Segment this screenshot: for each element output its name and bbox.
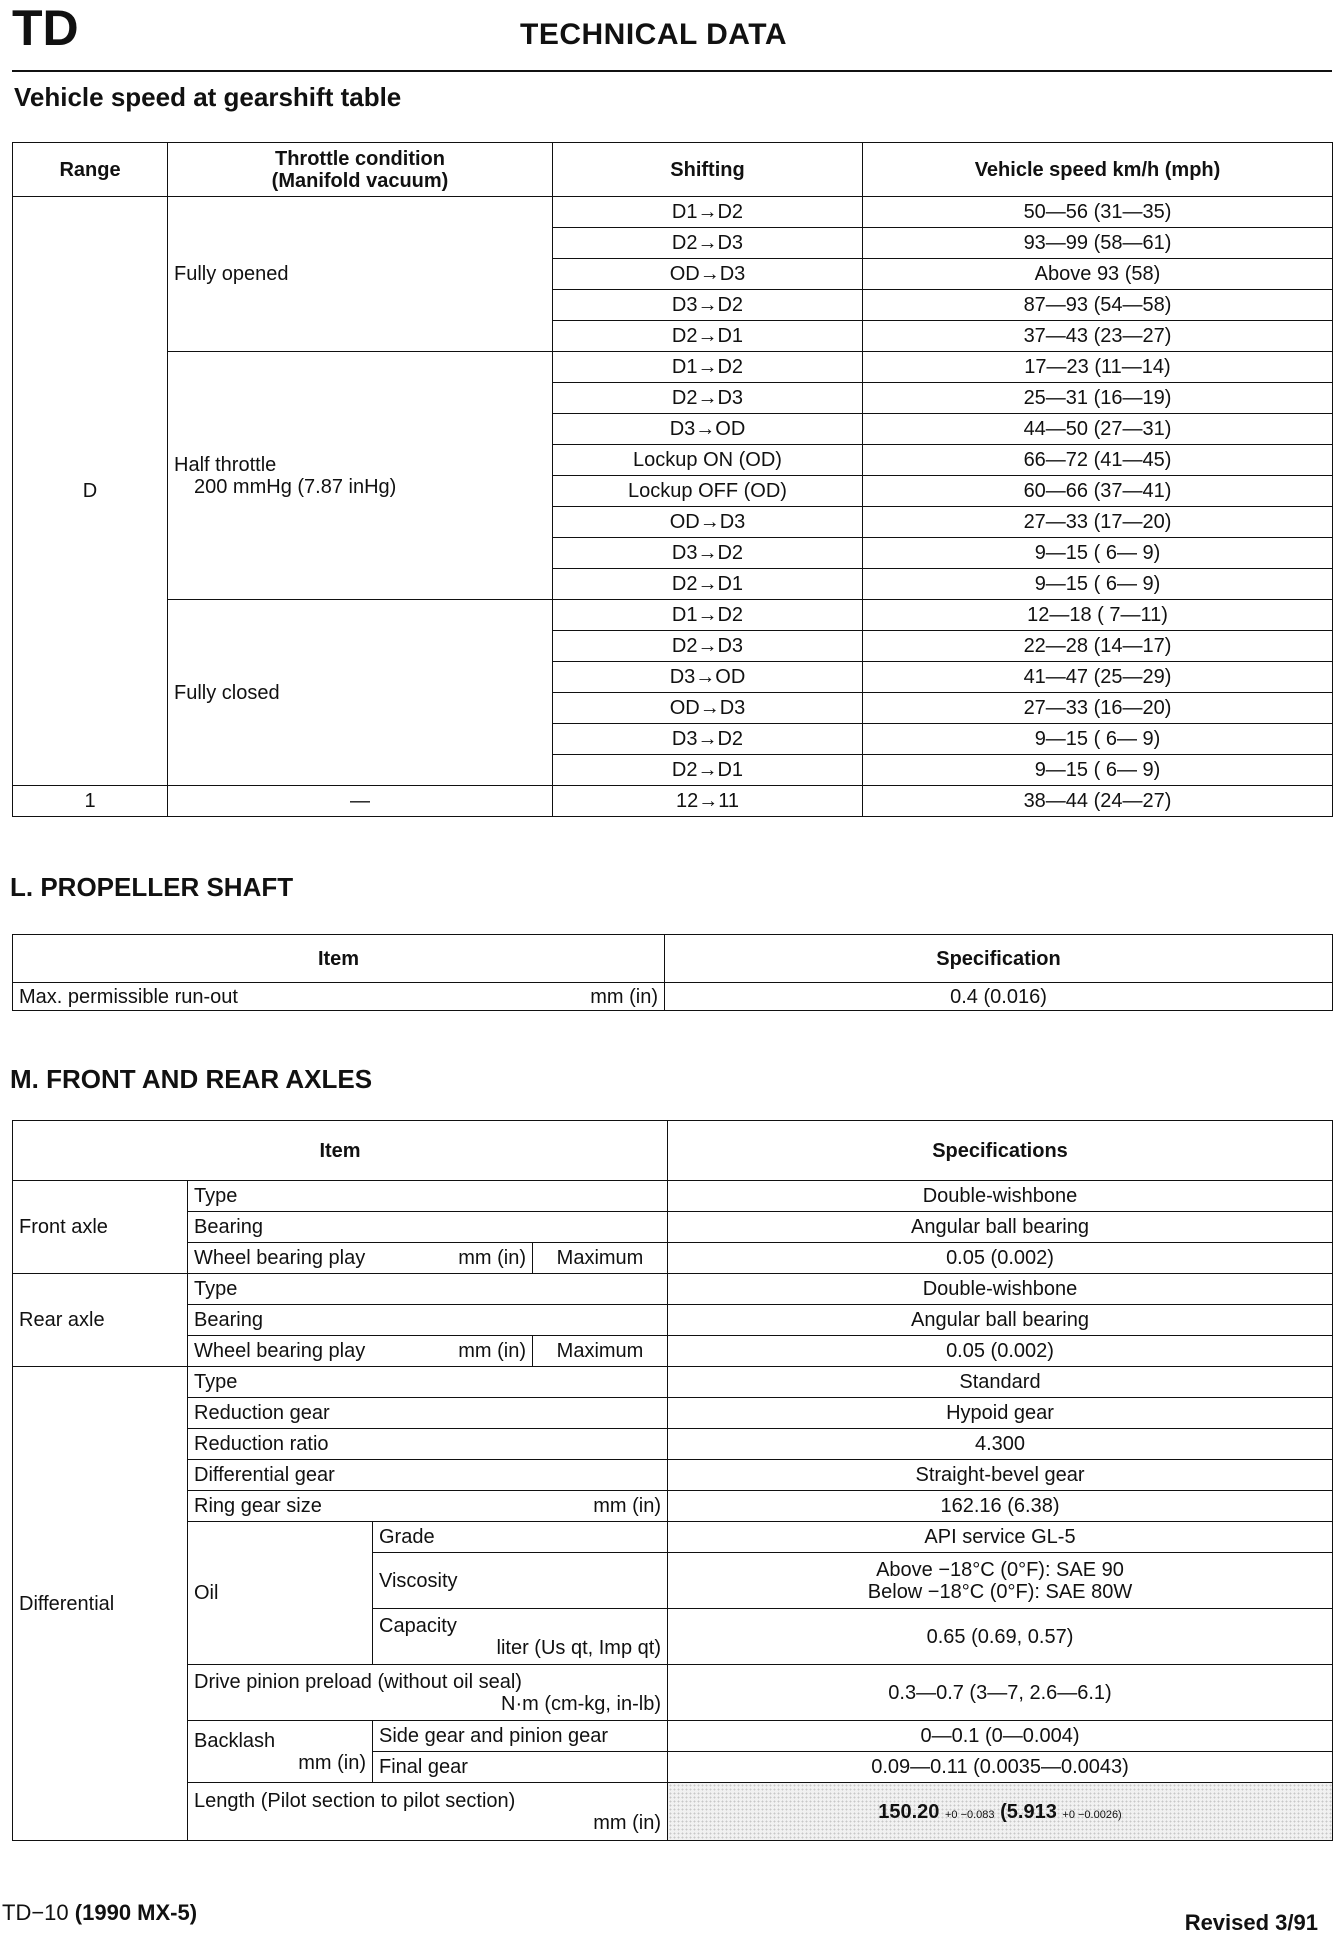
rear-wbp-max: Maximum — [533, 1336, 668, 1367]
backlash-unit: mm (in) — [298, 1751, 366, 1774]
length-text: Length (Pilot section to pilot section) — [194, 1789, 516, 1812]
oil-grade-label: Grade — [373, 1522, 668, 1553]
section-code: TD — [12, 0, 79, 56]
speed-cell: 25—31 (16—19) — [863, 383, 1333, 414]
shift-cell: D2→D1 — [553, 755, 863, 786]
front-axle-label: Front axle — [13, 1181, 188, 1274]
shift-cell: D3→D2 — [553, 538, 863, 569]
front-wbp-max: Maximum — [533, 1243, 668, 1274]
final-gear-label: Final gear — [373, 1752, 668, 1783]
rear-axle-label: Rear axle — [13, 1274, 188, 1367]
shift-cell: D1→D2 — [553, 600, 863, 631]
footer-page-number: TD−10 — [2, 1900, 69, 1925]
header-shifting: Shifting — [553, 143, 863, 197]
throttle-vacuum: 200 mmHg (7.87 inHg) — [194, 475, 397, 498]
throttle-condition-cell — [168, 197, 553, 352]
backlash-label — [188, 1721, 373, 1783]
side-gear-value: 0—0.1 (0—0.004) — [668, 1721, 1333, 1752]
shift-cell: 12→11 — [553, 786, 863, 817]
range-d-cell: D — [13, 197, 168, 786]
speed-cell: 37—43 (23—27) — [863, 321, 1333, 352]
capacity-text: Capacity — [379, 1614, 457, 1637]
preload-unit: N·m (cm-kg, in-lb) — [501, 1692, 661, 1715]
propeller-item-label: Max. permissible run-out — [19, 985, 238, 1008]
throttle-condition: Half throttle — [174, 453, 277, 476]
gearshift-row — [13, 197, 1333, 228]
speed-cell: Above 93 (58) — [863, 259, 1333, 290]
ring-gear-label — [188, 1491, 668, 1522]
header-throttle-line2: (Manifold vacuum) — [271, 169, 449, 192]
reduction-gear-value: Hypoid gear — [668, 1398, 1333, 1429]
throttle-condition-cell — [168, 352, 553, 600]
gearshift-row — [13, 352, 1333, 383]
rear-wbp-unit: mm (in) — [458, 1340, 526, 1362]
page-title: TECHNICAL DATA — [520, 18, 787, 51]
speed-cell: 17—23 (11—14) — [863, 352, 1333, 383]
shift-cell: D3→OD — [553, 662, 863, 693]
reduction-ratio-value: 4.300 — [668, 1429, 1333, 1460]
throttle-condition-cell — [168, 600, 553, 786]
shift-cell: D2→D3 — [553, 383, 863, 414]
pinion-preload-value: 0.3—0.7 (3—7, 2.6—6.1) — [668, 1665, 1333, 1721]
length-tol-mm: +0 −0.083 — [944, 1808, 995, 1821]
axles-title: M. FRONT AND REAR AXLES — [10, 1064, 373, 1094]
length-in: (5.913 — [1000, 1800, 1057, 1823]
header-throttle-line1: Throttle condition — [275, 147, 445, 170]
speed-cell: 87—93 (54—58) — [863, 290, 1333, 321]
speed-cell: 60—66 (37—41) — [863, 476, 1333, 507]
gearshift-table — [12, 142, 1333, 817]
rear-type-value: Double-wishbone — [668, 1274, 1333, 1305]
differential-label: Differential — [13, 1367, 188, 1841]
front-type-value: Double-wishbone — [668, 1181, 1333, 1212]
oil-capacity-label — [373, 1609, 668, 1665]
footer-page — [2, 1900, 197, 1926]
speed-cell: 9—15 ( 6— 9) — [863, 755, 1333, 786]
shift-cell: D2→D1 — [553, 569, 863, 600]
diff-gear-label: Differential gear — [188, 1460, 668, 1491]
shift-cell: D1→D2 — [553, 197, 863, 228]
oil-viscosity-label: Viscosity — [373, 1553, 668, 1609]
propeller-item-unit: mm (in) — [590, 985, 658, 1008]
ring-gear-text: Ring gear size — [194, 1495, 322, 1517]
axles-table — [12, 1120, 1333, 1841]
speed-cell: 50—56 (31—35) — [863, 197, 1333, 228]
footer-revised: Revised 3/91 — [1184, 1910, 1318, 1935]
final-gear-value: 0.09—0.11 (0.0035—0.0043) — [668, 1752, 1333, 1783]
preload-text: Drive pinion preload (without oil seal) — [194, 1670, 522, 1693]
shift-cell: OD→D3 — [553, 507, 863, 538]
axles-col-item: Item — [13, 1121, 668, 1181]
oil-label: Oil — [188, 1522, 373, 1665]
shift-cell: Lockup ON (OD) — [553, 445, 863, 476]
front-wbp-text: Wheel bearing play — [194, 1247, 366, 1269]
header-rule — [12, 70, 1332, 72]
oil-capacity-value: 0.65 (0.69, 0.57) — [668, 1609, 1333, 1665]
header-speed: Vehicle speed km/h (mph) — [863, 143, 1333, 197]
rear-type-label: Type — [188, 1274, 668, 1305]
ring-gear-unit: mm (in) — [593, 1495, 661, 1517]
reduction-ratio-label: Reduction ratio — [188, 1429, 668, 1460]
axles-col-spec: Specifications — [668, 1121, 1333, 1181]
rear-wbp-label — [188, 1336, 533, 1367]
gearshift-row — [13, 786, 1333, 817]
shift-cell: D2→D3 — [553, 631, 863, 662]
rear-wbp-value: 0.05 (0.002) — [668, 1336, 1333, 1367]
oil-grade-value: API service GL-5 — [668, 1522, 1333, 1553]
shift-cell: OD→D3 — [553, 693, 863, 724]
header-throttle — [168, 143, 553, 197]
diff-gear-value: Straight-bevel gear — [668, 1460, 1333, 1491]
capacity-unit: liter (Us qt, Imp qt) — [496, 1636, 661, 1659]
length-unit: mm (in) — [593, 1811, 661, 1834]
viscosity-line-2: Below −18°C (0°F): SAE 80W — [867, 1580, 1133, 1603]
front-type-label: Type — [188, 1181, 668, 1212]
length-tol-in: +0 −0.0026) — [1062, 1808, 1122, 1821]
shift-cell: D3→D2 — [553, 724, 863, 755]
oil-viscosity-value — [668, 1553, 1333, 1609]
speed-cell: 44—50 (27—31) — [863, 414, 1333, 445]
speed-cell: 22—28 (14—17) — [863, 631, 1333, 662]
gearshift-title: Vehicle speed at gearshift table — [14, 82, 402, 112]
speed-cell: 38—44 (24—27) — [863, 786, 1333, 817]
speed-cell: 9—15 ( 6— 9) — [863, 724, 1333, 755]
propeller-title: L. PROPELLER SHAFT — [10, 872, 294, 902]
length-label — [188, 1783, 668, 1841]
shift-cell: D3→D2 — [553, 290, 863, 321]
shift-cell: D1→D2 — [553, 352, 863, 383]
speed-cell: 93—99 (58—61) — [863, 228, 1333, 259]
speed-cell: 41—47 (25—29) — [863, 662, 1333, 693]
rear-wbp-text: Wheel bearing play — [194, 1340, 366, 1362]
ring-gear-value: 162.16 (6.38) — [668, 1491, 1333, 1522]
footer-model: (1990 MX-5) — [74, 1900, 198, 1925]
speed-cell: 66—72 (41—45) — [863, 445, 1333, 476]
reduction-gear-label: Reduction gear — [188, 1398, 668, 1429]
propeller-col-spec: Specification — [665, 935, 1333, 983]
front-wbp-value: 0.05 (0.002) — [668, 1243, 1333, 1274]
viscosity-line-1: Above −18°C (0°F): SAE 90 — [876, 1558, 1124, 1581]
diff-type-value: Standard — [668, 1367, 1333, 1398]
length-mm: 150.20 — [878, 1800, 940, 1823]
speed-cell: 9—15 ( 6— 9) — [863, 538, 1333, 569]
shift-cell: OD→D3 — [553, 259, 863, 290]
front-wbp-unit: mm (in) — [458, 1247, 526, 1269]
header-range: Range — [13, 143, 168, 197]
backlash-text: Backlash — [194, 1729, 276, 1752]
shift-cell: D2→D3 — [553, 228, 863, 259]
front-bearing-label: Bearing — [188, 1212, 668, 1243]
range-1-cell: 1 — [13, 786, 168, 817]
speed-cell: 12—18 ( 7—11) — [863, 600, 1333, 631]
throttle-condition: Fully closed — [174, 681, 280, 704]
range-1-throttle-cell: — — [168, 786, 553, 817]
diff-type-label: Type — [188, 1367, 668, 1398]
length-value — [668, 1783, 1333, 1841]
propeller-value: 0.4 (0.016) — [665, 983, 1333, 1011]
propeller-col-item: Item — [13, 935, 665, 983]
front-bearing-value: Angular ball bearing — [668, 1212, 1333, 1243]
shift-cell: D2→D1 — [553, 321, 863, 352]
throttle-condition: Fully opened — [174, 263, 289, 285]
speed-cell: 27—33 (17—20) — [863, 507, 1333, 538]
shift-cell: D3→OD — [553, 414, 863, 445]
shift-cell: Lockup OFF (OD) — [553, 476, 863, 507]
front-wbp-label — [188, 1243, 533, 1274]
rear-bearing-value: Angular ball bearing — [668, 1305, 1333, 1336]
side-gear-label: Side gear and pinion gear — [373, 1721, 668, 1752]
propeller-item — [13, 983, 665, 1011]
rear-bearing-label: Bearing — [188, 1305, 668, 1336]
gearshift-row — [13, 600, 1333, 631]
speed-cell: 27—33 (16—20) — [863, 693, 1333, 724]
speed-cell: 9—15 ( 6— 9) — [863, 569, 1333, 600]
propeller-table — [12, 934, 1333, 1011]
pinion-preload-label — [188, 1665, 668, 1721]
